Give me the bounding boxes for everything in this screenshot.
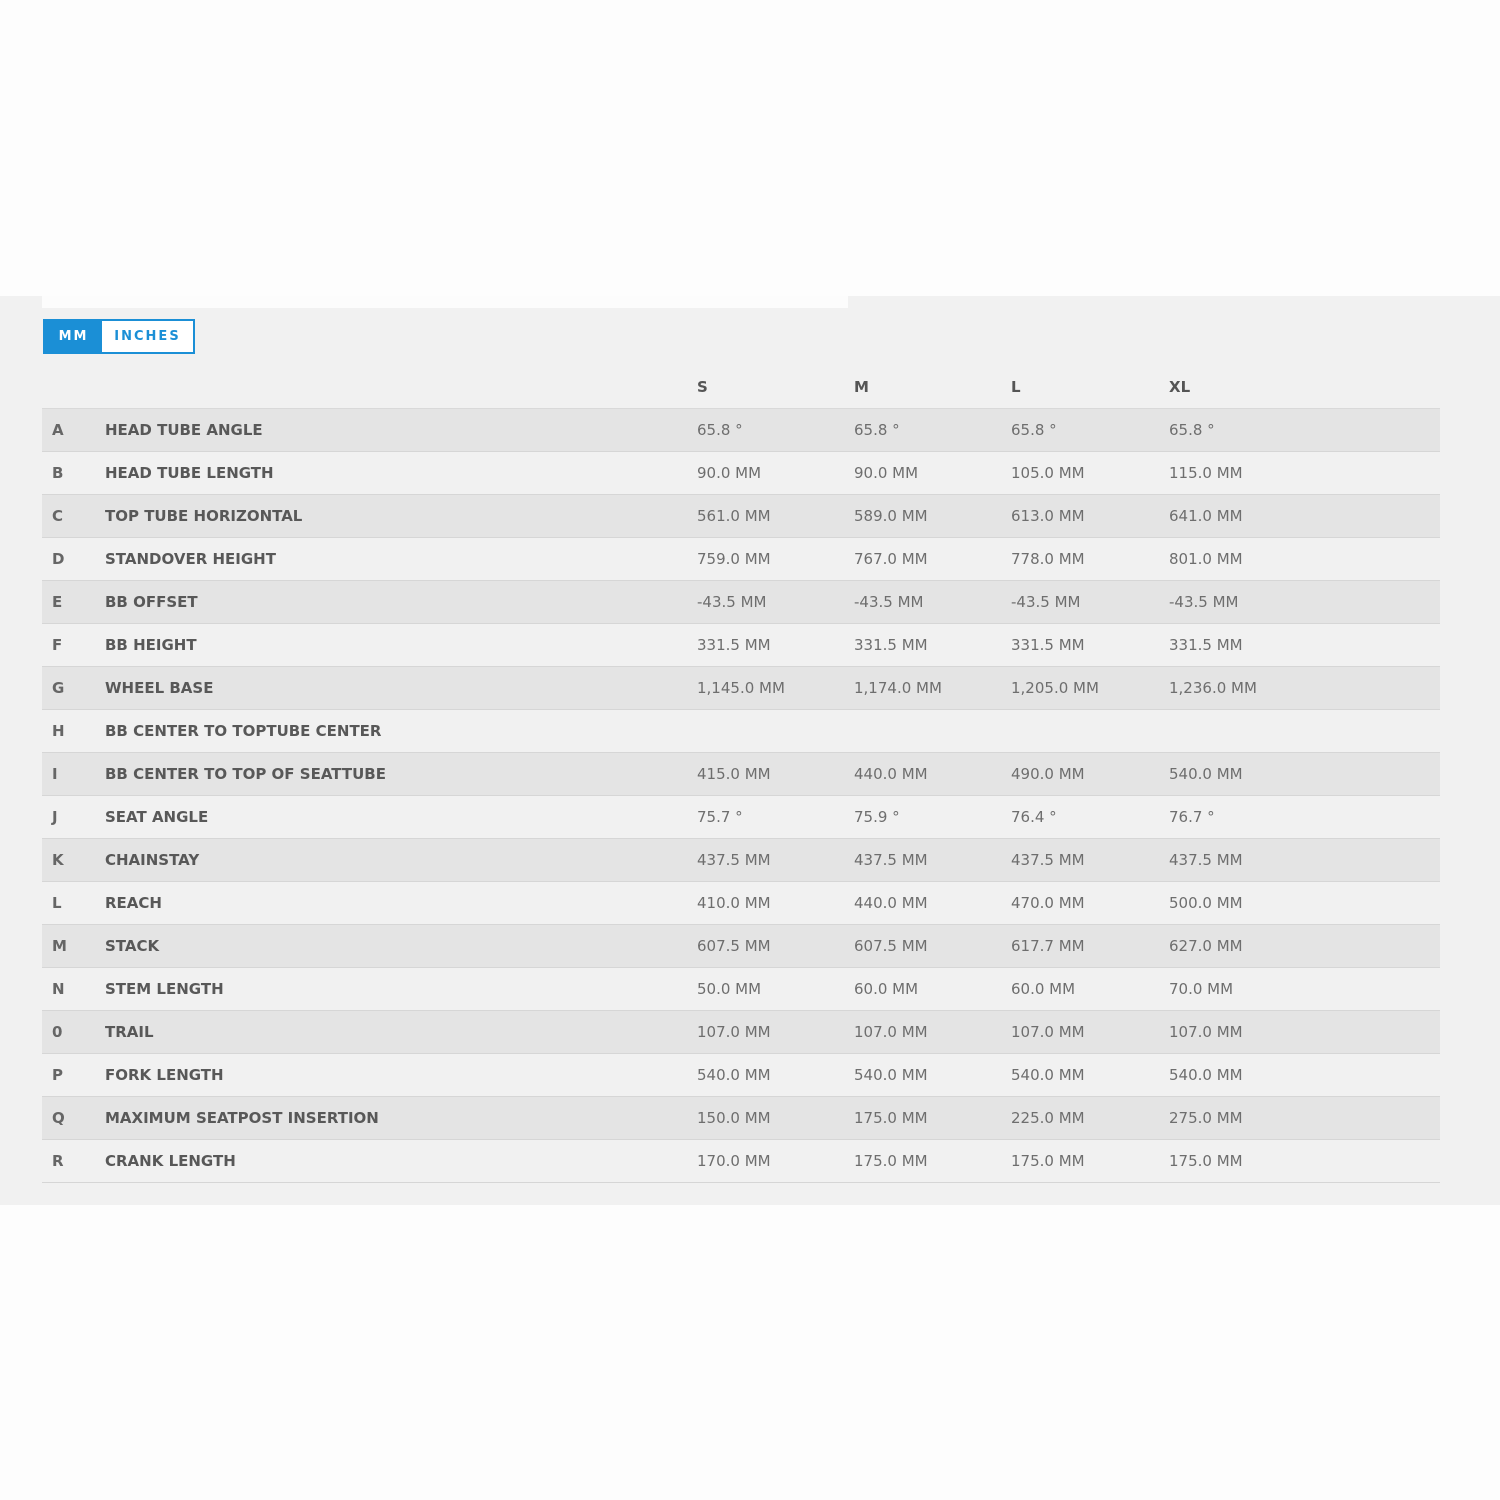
row-label: CRANK LENGTH [105, 1152, 236, 1170]
table-row [42, 1011, 1440, 1054]
value-cell-s: 50.0 MM [697, 980, 762, 998]
value-cell-xl: 115.0 MM [1169, 464, 1243, 482]
value-cell-l: 175.0 MM [1011, 1152, 1085, 1170]
value-cell-xl: 641.0 MM [1169, 507, 1243, 525]
table-header-row [42, 365, 1440, 409]
table-row [42, 538, 1440, 581]
value-cell-xl: 175.0 MM [1169, 1152, 1243, 1170]
value-cell-s: 561.0 MM [697, 507, 771, 525]
value-cell-m: 107.0 MM [854, 1023, 928, 1041]
row-letter: Q [52, 1109, 65, 1127]
value-cell-l: -43.5 MM [1011, 593, 1081, 611]
value-cell-l: 107.0 MM [1011, 1023, 1085, 1041]
table-row [42, 1140, 1440, 1183]
value-cell-l: 76.4 ° [1011, 808, 1057, 826]
value-cell-l: 437.5 MM [1011, 851, 1085, 869]
value-cell-m: 437.5 MM [854, 851, 928, 869]
value-cell-s: 759.0 MM [697, 550, 771, 568]
table-row [42, 796, 1440, 839]
value-cell-m: 90.0 MM [854, 464, 919, 482]
row-label: BB CENTER TO TOP OF SEATTUBE [105, 765, 386, 783]
value-cell-s: 410.0 MM [697, 894, 771, 912]
table-body [42, 409, 1440, 1183]
value-cell-s: 415.0 MM [697, 765, 771, 783]
value-cell-xl: 437.5 MM [1169, 851, 1243, 869]
value-cell-m: 331.5 MM [854, 636, 928, 654]
value-cell-l: 540.0 MM [1011, 1066, 1085, 1084]
table-row [42, 581, 1440, 624]
mm-unit-button[interactable]: MM [45, 321, 102, 352]
value-cell-l: 778.0 MM [1011, 550, 1085, 568]
size-header-m: M [854, 378, 869, 396]
row-label: REACH [105, 894, 162, 912]
value-cell-m: 75.9 ° [854, 808, 900, 826]
size-header-xl: XL [1169, 378, 1191, 396]
row-letter: A [52, 421, 64, 439]
value-cell-s: 170.0 MM [697, 1152, 771, 1170]
value-cell-l: 65.8 ° [1011, 421, 1057, 439]
table-row [42, 409, 1440, 452]
value-cell-m: 440.0 MM [854, 765, 928, 783]
value-cell-l: 105.0 MM [1011, 464, 1085, 482]
row-letter: R [52, 1152, 64, 1170]
value-cell-l: 613.0 MM [1011, 507, 1085, 525]
row-letter: 0 [52, 1023, 63, 1041]
value-cell-s: 65.8 ° [697, 421, 743, 439]
table-row [42, 925, 1440, 968]
value-cell-xl: 70.0 MM [1169, 980, 1234, 998]
value-cell-m: -43.5 MM [854, 593, 924, 611]
value-cell-xl: 627.0 MM [1169, 937, 1243, 955]
row-label: TOP TUBE HORIZONTAL [105, 507, 303, 525]
unit-toggle [43, 319, 195, 354]
table-row [42, 495, 1440, 538]
value-cell-m: 175.0 MM [854, 1152, 928, 1170]
value-cell-m: 589.0 MM [854, 507, 928, 525]
value-cell-l: 60.0 MM [1011, 980, 1076, 998]
table-row [42, 710, 1440, 753]
table-row [42, 753, 1440, 796]
value-cell-s: 1,145.0 MM [697, 679, 785, 697]
table-row [42, 1054, 1440, 1097]
row-label: BB OFFSET [105, 593, 198, 611]
value-cell-xl: 331.5 MM [1169, 636, 1243, 654]
row-letter: D [52, 550, 65, 568]
row-letter: F [52, 636, 63, 654]
row-letter: G [52, 679, 65, 697]
value-cell-xl: 500.0 MM [1169, 894, 1243, 912]
value-cell-s: 331.5 MM [697, 636, 771, 654]
row-label: STEM LENGTH [105, 980, 224, 998]
value-cell-s: 107.0 MM [697, 1023, 771, 1041]
table-row [42, 452, 1440, 495]
value-cell-xl: 65.8 ° [1169, 421, 1215, 439]
value-cell-l: 617.7 MM [1011, 937, 1085, 955]
row-label: HEAD TUBE LENGTH [105, 464, 274, 482]
value-cell-s: 150.0 MM [697, 1109, 771, 1127]
geometry-table [42, 365, 1440, 1183]
row-label: TRAIL [105, 1023, 154, 1041]
size-header-s: S [697, 378, 708, 396]
table-row [42, 1097, 1440, 1140]
row-letter: M [52, 937, 67, 955]
row-letter: K [52, 851, 64, 869]
panel-top-notch [42, 296, 848, 308]
value-cell-m: 1,174.0 MM [854, 679, 942, 697]
value-cell-l: 225.0 MM [1011, 1109, 1085, 1127]
value-cell-xl: 76.7 ° [1169, 808, 1215, 826]
row-label: HEAD TUBE ANGLE [105, 421, 263, 439]
size-header-l: L [1011, 378, 1021, 396]
row-label: STACK [105, 937, 160, 955]
row-letter: B [52, 464, 64, 482]
row-letter: C [52, 507, 64, 525]
row-letter: E [52, 593, 63, 611]
value-cell-m: 60.0 MM [854, 980, 919, 998]
value-cell-s: 75.7 ° [697, 808, 743, 826]
row-letter: J [52, 808, 58, 826]
value-cell-xl: 540.0 MM [1169, 765, 1243, 783]
value-cell-l: 1,205.0 MM [1011, 679, 1099, 697]
table-row [42, 968, 1440, 1011]
row-label: MAXIMUM SEATPOST INSERTION [105, 1109, 379, 1127]
row-letter: L [52, 894, 62, 912]
row-letter: H [52, 722, 65, 740]
row-label: BB CENTER TO TOPTUBE CENTER [105, 722, 382, 740]
table-row [42, 839, 1440, 882]
value-cell-xl: 801.0 MM [1169, 550, 1243, 568]
value-cell-s: 607.5 MM [697, 937, 771, 955]
value-cell-s: 540.0 MM [697, 1066, 771, 1084]
value-cell-xl: 540.0 MM [1169, 1066, 1243, 1084]
row-label: CHAINSTAY [105, 851, 200, 869]
table-row [42, 624, 1440, 667]
value-cell-l: 490.0 MM [1011, 765, 1085, 783]
value-cell-m: 65.8 ° [854, 421, 900, 439]
value-cell-m: 540.0 MM [854, 1066, 928, 1084]
value-cell-xl: 1,236.0 MM [1169, 679, 1257, 697]
inches-unit-button[interactable]: INCHES [102, 321, 193, 352]
value-cell-xl: 107.0 MM [1169, 1023, 1243, 1041]
row-label: STANDOVER HEIGHT [105, 550, 276, 568]
value-cell-m: 607.5 MM [854, 937, 928, 955]
value-cell-m: 175.0 MM [854, 1109, 928, 1127]
row-label: FORK LENGTH [105, 1066, 224, 1084]
value-cell-l: 470.0 MM [1011, 894, 1085, 912]
table-row [42, 667, 1440, 710]
value-cell-xl: 275.0 MM [1169, 1109, 1243, 1127]
row-letter: I [52, 765, 58, 783]
row-label: SEAT ANGLE [105, 808, 209, 826]
row-letter: N [52, 980, 65, 998]
value-cell-l: 331.5 MM [1011, 636, 1085, 654]
value-cell-s: 437.5 MM [697, 851, 771, 869]
value-cell-s: -43.5 MM [697, 593, 767, 611]
row-label: WHEEL BASE [105, 679, 214, 697]
row-label: BB HEIGHT [105, 636, 197, 654]
table-row [42, 882, 1440, 925]
value-cell-m: 440.0 MM [854, 894, 928, 912]
value-cell-xl: -43.5 MM [1169, 593, 1239, 611]
value-cell-m: 767.0 MM [854, 550, 928, 568]
value-cell-s: 90.0 MM [697, 464, 762, 482]
row-letter: P [52, 1066, 63, 1084]
